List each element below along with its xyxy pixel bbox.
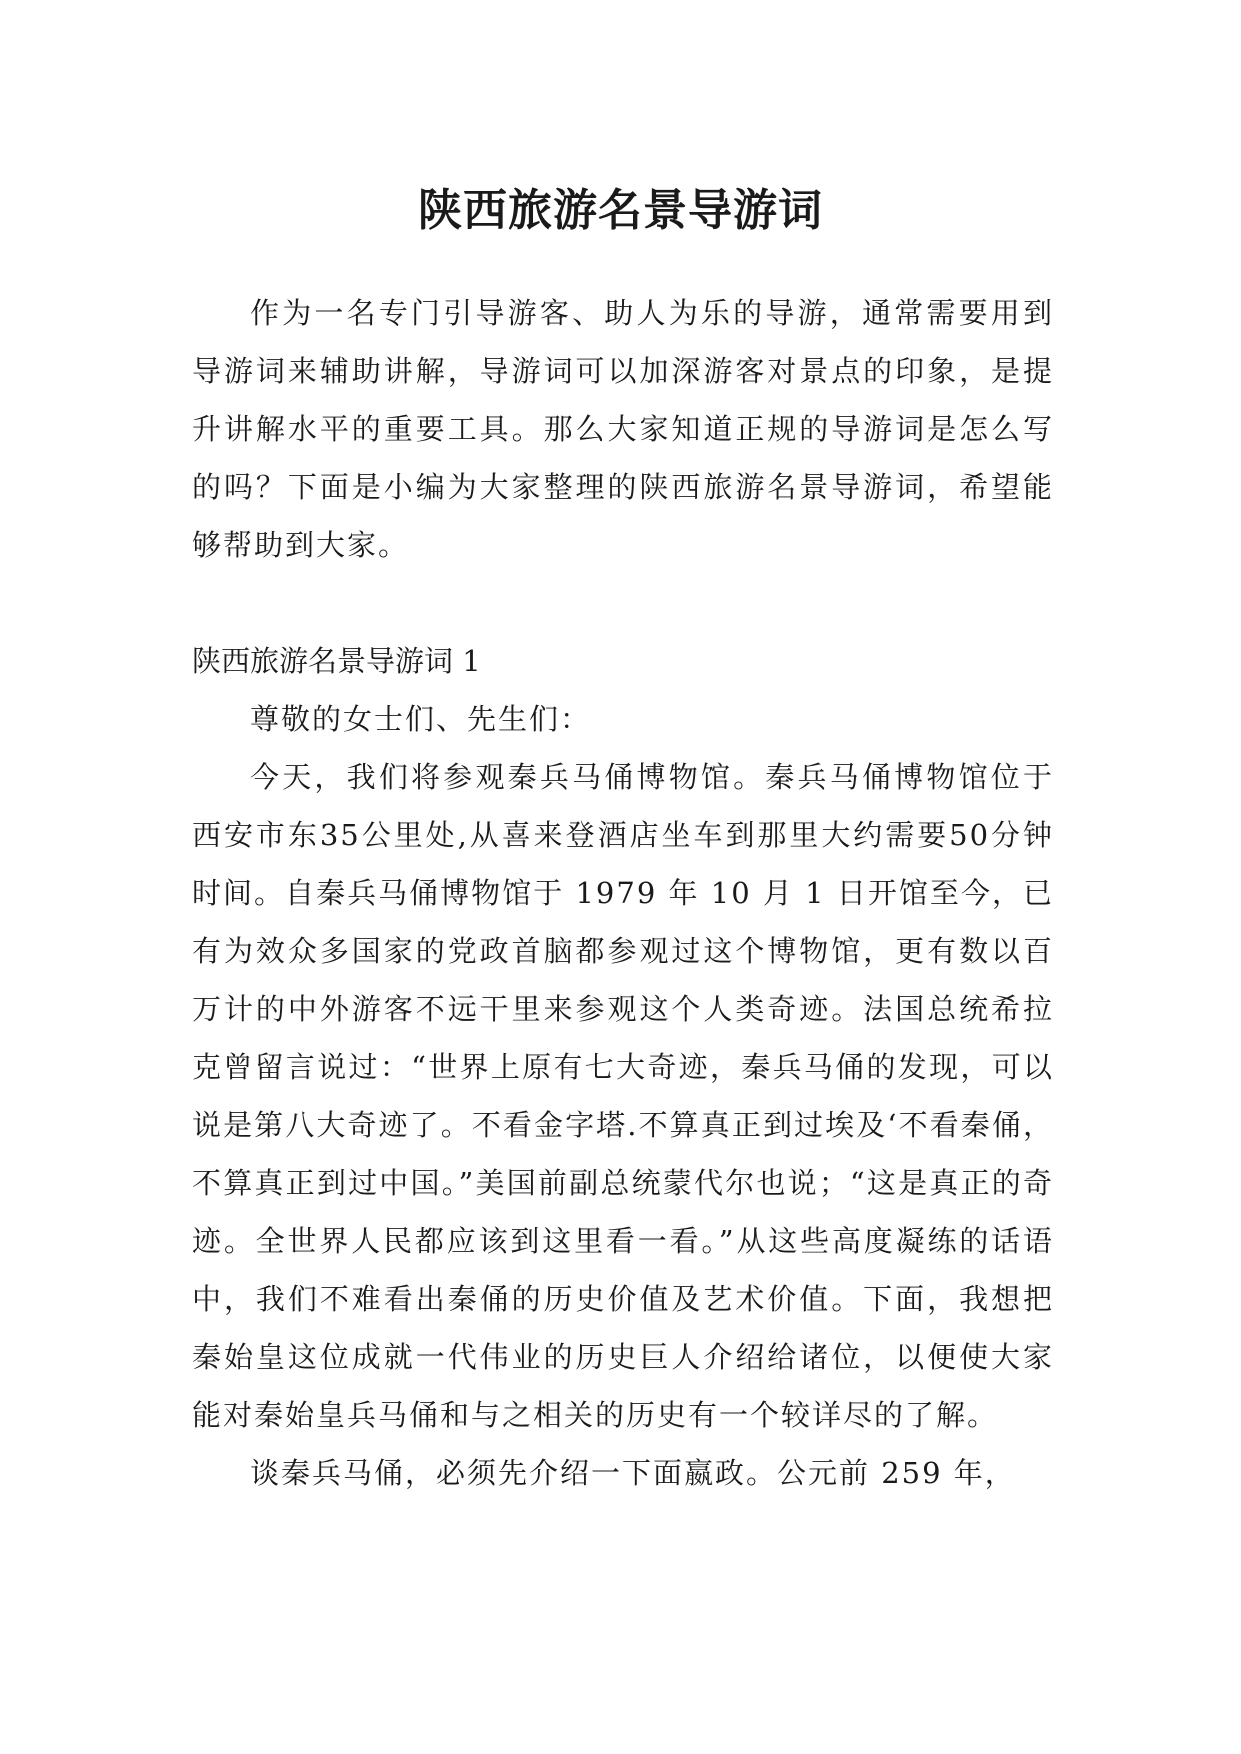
salutation-paragraph: 尊敬的女士们、先生们：: [250, 702, 592, 736]
intro-paragraph: 作为一名专门引导游客、助人为乐的导游，通常需要用到导游词来辅助讲解，导游词可以加深游客对景点的印象，是提升讲解水平的重要工具。那么大家知道正规的导游词是怎么写的吗？下面是小编为大家整理的陕西旅游名景导游词，希望能够帮助到大家。: [192, 296, 1054, 562]
body-paragraph: 今天，我们将参观秦兵马俑博物馆。秦兵马俑博物馆位于西安市东35公里处,从喜来登酒店坐车到那里大约需要50分钟时间。自秦兵马俑博物馆于 1979 年 10 月 1 日开馆至今，已有为效众多国家的党政首脑都参观过这个博物馆，更有数以百万计的中外游客不远干里来参观这个人类奇迹。法国总统希拉克曾留言说过：“世界上原有七大奇迹，秦兵马俑的发现，可以说是第八大奇迹了。不看金字塔.不算真正到过埃及‘不看秦俑，不算真正到过中国。”美国前副总统蒙代尔也说；“这是真正的奇迹。全世界人民都应该到这里看一看。”从这些高度凝练的话语中，我们不难看出秦俑的历史价值及艺术价值。下面，我想把秦始皇这位成就一代伟业的历史巨人介绍给诸位，以便使大家能对秦始皇兵马俑和与之相关的历史有一个较详尽的了解。: [192, 760, 1054, 1432]
document-body: [192, 284, 1054, 1502]
section-heading: 陕西旅游名景导游词 1: [192, 644, 481, 678]
body-paragraph: 谈秦兵马俑，必须先介绍一下面嬴政。公元前 259 年，: [250, 1456, 1016, 1490]
document-title: 陕西旅游名景导游词: [418, 185, 823, 237]
